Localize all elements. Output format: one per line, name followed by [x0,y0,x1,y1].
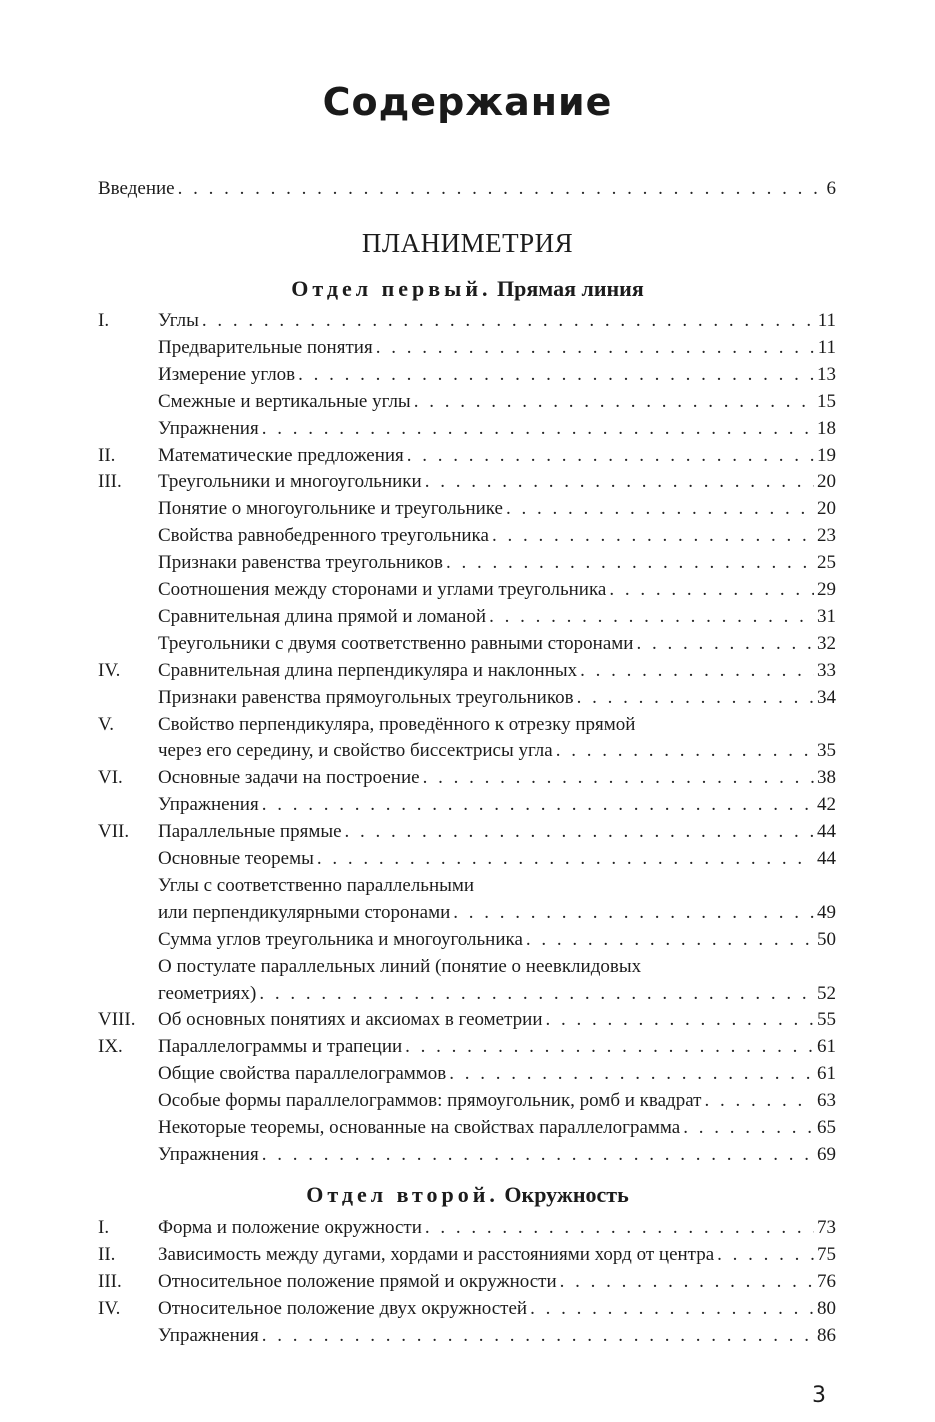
page-number: 25 [817,552,836,574]
leader-dots [489,603,814,630]
page-number: 73 [817,1217,836,1238]
leader-dots [636,630,814,657]
page-number: 42 [817,794,836,816]
chapter-number: III. [98,471,122,493]
leader-dots [202,307,815,334]
page-number: 61 [817,1063,836,1085]
entry-label: Основные теоремы [158,848,314,869]
leader-dots [425,468,814,495]
toc-entry [98,791,836,818]
toc-entry [98,334,836,361]
part-prefix: Отдел второй. [306,1182,499,1207]
entry-label: Свойства равнобедренного треугольника [158,525,489,547]
entry-label: геометриях) [158,982,257,1004]
leader-dots [453,899,814,926]
page-number: 13 [817,363,836,385]
page-number: 69 [817,1143,836,1165]
page-number: 32 [817,632,836,654]
leader-dots [262,1141,814,1168]
entry-label: Параллельные прямые [158,821,342,843]
entry-label: через его середину, и свойство биссектрисы угла [158,740,553,762]
leader-dots [609,576,814,603]
entry-label: Упражнения [158,1143,259,1165]
entry-label: Параллелограммы и трапеции [158,1036,403,1058]
toc-entry [98,926,836,953]
page-number: 6 [826,178,836,199]
part-name: Окружность [504,1182,629,1207]
entry-label-first-line: О постулате параллельных линий (понятие о неевклидовых [158,955,642,977]
leader-dots [580,657,814,684]
leader-dots [407,442,814,469]
entry-label: Введение [98,178,175,199]
leader-dots [405,1033,814,1060]
page-number: 76 [817,1270,836,1292]
toc-entry [98,495,836,522]
toc-entry [98,442,836,469]
entry-label: или перпендикулярными сторонами [158,901,451,923]
leader-dots [262,415,814,442]
entry-label: Сравнительная длина прямой и ломаной [158,605,487,627]
toc-entry [98,980,836,1007]
entry-label: Сумма углов треугольника и многоугольника [158,928,523,950]
leader-dots [262,791,814,818]
entry-label: Упражнения [158,1324,259,1346]
toc-entry-first-line [98,711,836,738]
leader-dots [376,334,815,361]
entry-label: Измерение углов [158,363,296,385]
toc-entry [98,522,836,549]
leader-dots [317,845,814,872]
toc-entry [98,684,836,711]
chapter-number: II. [98,444,116,466]
entry-label: Некоторые теоремы, основанные на свойствах параллелограмма [158,1117,681,1138]
leader-dots [683,1114,814,1141]
chapter-number: V. [98,713,115,735]
page-number: 44 [817,848,836,869]
toc-entry [98,818,836,845]
toc-entry [98,657,836,684]
toc-entry [98,361,836,388]
toc-entry [98,1322,836,1349]
toc-entry [98,468,836,495]
leader-dots [526,926,814,953]
leader-dots [492,522,814,549]
toc-entry [98,1087,836,1114]
page-number: 86 [817,1324,836,1346]
leader-dots [259,980,814,1007]
part-heading-1 [0,276,935,302]
page-number: 33 [817,659,836,681]
entry-label: Треугольники с двумя соответственно равными сторонами [158,632,634,654]
leader-dots [425,1214,814,1241]
leader-dots [423,764,814,791]
entry-label: Признаки равенства прямоугольных треугольников [158,686,574,708]
leader-dots [449,1060,814,1087]
chapter-number: IX. [98,1036,123,1058]
leader-dots [546,1006,815,1033]
chapter-number: IV. [98,659,121,681]
entry-label: Об основных понятиях и аксиомах в геометрии [158,1009,543,1031]
toc-entry [98,1060,836,1087]
toc-entry-intro [98,175,836,202]
entry-label: Признаки равенства треугольников [158,552,443,574]
page-number: 11 [817,336,836,358]
chapter-number: VI. [98,767,123,789]
leader-dots [556,737,814,764]
entry-label-first-line: Углы с соответственно параллельными [158,874,475,896]
page-number: 65 [817,1117,836,1138]
page-number: 52 [817,982,836,1004]
entry-label: Относительное положение прямой и окружности [158,1270,557,1292]
leader-dots [178,175,824,202]
entry-label: Смежные и вертикальные углы [158,390,411,412]
page-number: 29 [817,579,836,600]
page-number: 23 [817,525,836,547]
page-number: 35 [817,740,836,762]
toc-entry [98,1268,836,1295]
toc-entry [98,549,836,576]
entry-label: Упражнения [158,794,259,816]
leader-dots [717,1241,814,1268]
chapter-number: I. [98,1217,110,1238]
toc-entry [98,899,836,926]
entry-label: Треугольники и многоугольники [158,471,422,493]
page-number: 20 [817,498,836,520]
entry-label: Понятие о многоугольнике и треугольнике [158,498,503,520]
leader-dots [577,684,814,711]
page-number: 18 [817,417,836,439]
entry-label: Сравнительная длина перпендикуляра и наклонных [158,659,578,681]
entry-label: Математические предложения [158,444,404,466]
page-title: Содержание [322,80,613,124]
toc-entry [98,737,836,764]
leader-dots [345,818,814,845]
toc-entry [98,307,836,334]
leader-dots [262,1322,814,1349]
entry-label: Соотношения между сторонами и углами треугольника [158,579,607,600]
leader-dots [446,549,814,576]
section-heading: ПЛАНИМЕТРИЯ [361,228,574,258]
page-number: 49 [817,901,836,923]
page-number: 11 [817,310,836,331]
part-name: Прямая линия [497,276,644,301]
toc-entry-first-line [98,953,836,980]
entry-label: Упражнения [158,417,259,439]
toc-entry [98,415,836,442]
chapter-number: IV. [98,1297,121,1319]
toc-entry [98,1006,836,1033]
toc-entry [98,1241,836,1268]
entry-label: Относительное положение двух окружностей [158,1297,528,1319]
entry-label: Общие свойства параллелограммов [158,1063,447,1085]
leader-dots [298,361,814,388]
leader-dots [506,495,814,522]
toc-entry [98,845,836,872]
page-number: 38 [817,767,836,789]
chapter-number: I. [98,310,110,331]
page-number: 20 [817,471,836,493]
part-heading-2 [0,1182,935,1208]
toc-entry [98,764,836,791]
entry-label: Особые формы параллелограммов: прямоугольник, ромб и квадрат [158,1090,702,1112]
entry-label: Углы [158,310,199,331]
toc-entry [98,630,836,657]
page-number: 80 [817,1297,836,1319]
page-number: 34 [817,686,836,708]
leader-dots [414,388,814,415]
leader-dots [560,1268,814,1295]
page-number: 44 [817,821,836,843]
toc-entry [98,1295,836,1322]
page-number: 15 [817,390,836,412]
page-number: 61 [817,1036,836,1058]
chapter-number: VIII. [98,1009,136,1031]
page-number: 63 [817,1090,836,1112]
part-prefix: Отдел первый. [291,276,492,301]
toc-entry [98,1214,836,1241]
toc-entry [98,388,836,415]
toc-entry [98,1114,836,1141]
toc-entry [98,1141,836,1168]
toc-entry [98,1033,836,1060]
page-number: 75 [817,1243,836,1265]
toc-entry-first-line [98,872,836,899]
entry-label: Основные задачи на построение [158,767,420,789]
page-number: 55 [817,1009,836,1031]
page-number: 19 [817,444,836,466]
page-number: 31 [817,605,836,627]
toc-entry [98,576,836,603]
entry-label-first-line: Свойство перпендикуляра, проведённого к отрезку прямой [158,713,636,735]
chapter-number: VII. [98,821,130,843]
chapter-number: II. [98,1243,116,1265]
leader-dots [704,1087,814,1114]
entry-label: Форма и положение окружности [158,1217,422,1238]
toc-entry [98,603,836,630]
page-number: 50 [817,928,836,950]
leader-dots [530,1295,814,1322]
page-folio: 3 [812,1383,826,1408]
chapter-number: III. [98,1270,122,1292]
entry-label: Зависимость между дугами, хордами и расстояниями хорд от центра [158,1243,715,1265]
entry-label: Предварительные понятия [158,336,373,358]
